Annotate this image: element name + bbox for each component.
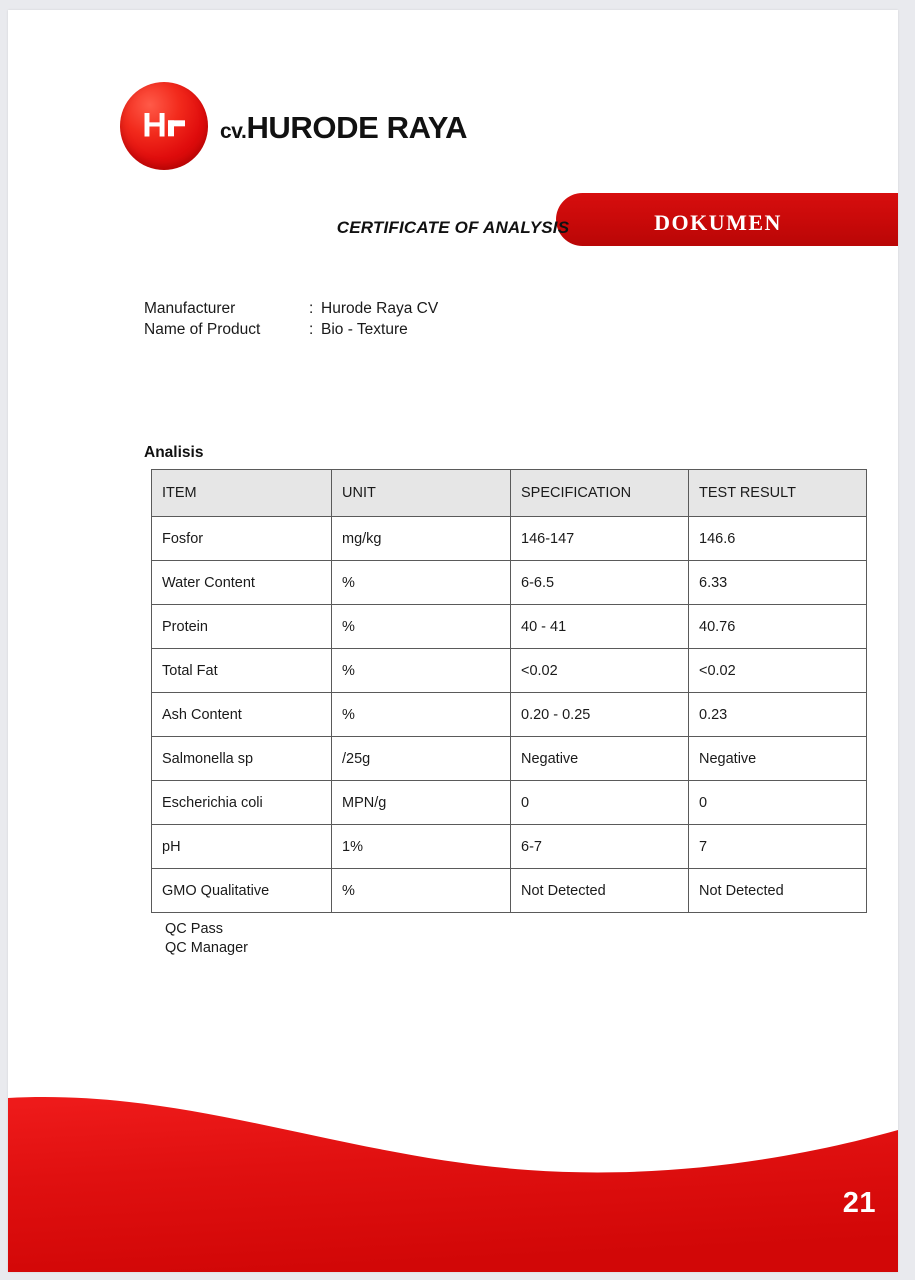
page-number: 21 [842,1187,876,1219]
table-row [152,649,867,693]
table-row [152,561,867,605]
table-row [152,517,867,561]
table-row [152,781,867,825]
cell-specification: 0 [511,781,689,825]
cell-unit: % [332,649,511,693]
meta-row-product-name [144,319,438,340]
meta-label-product-name: Name of Product [144,321,261,338]
page-title: CERTIFICATE OF ANALYSIS [336,218,570,237]
table-header-row [152,470,867,517]
column-header-specification: SPECIFICATION [511,470,689,517]
column-header-unit: UNIT [332,470,511,517]
cell-test-result: 0.23 [689,693,867,737]
cell-unit: 1% [332,825,511,869]
cell-item: Ash Content [152,693,332,737]
cell-unit: % [332,869,511,913]
brand-name [220,110,467,146]
table-row [152,825,867,869]
cell-item: pH [152,825,332,869]
meta-value-product-name: Bio - Texture [321,321,408,338]
cell-unit: mg/kg [332,517,511,561]
document-page [8,10,898,1272]
cell-test-result: 146.6 [689,517,867,561]
cell-item: Fosfor [152,517,332,561]
cell-item: Water Content [152,561,332,605]
footer-wave-graphic [8,1072,898,1272]
brand-title: HURODE RAYA [246,110,468,145]
table-row [152,737,867,781]
cell-specification: Not Detected [511,869,689,913]
analysis-heading: Analisis [144,444,204,461]
qc-signoff [165,920,248,958]
cell-specification: Negative [511,737,689,781]
cell-unit: % [332,605,511,649]
cell-test-result: 0 [689,781,867,825]
cell-test-result: 40.76 [689,605,867,649]
column-header-test-result: TEST RESULT [689,470,867,517]
table-row [152,693,867,737]
table-row [152,869,867,913]
cell-specification: 40 - 41 [511,605,689,649]
dokumen-banner-label: dokumen [654,200,782,237]
qc-manager-line: QC Manager [165,940,249,956]
cell-item: GMO Qualitative [152,869,332,913]
cell-unit: % [332,561,511,605]
brand-prefix: cv. [220,120,247,143]
column-header-item: ITEM [152,470,332,517]
meta-separator: : [309,321,314,338]
cell-test-result: Not Detected [689,869,867,913]
cell-specification: 146-147 [511,517,689,561]
cell-specification: 0.20 - 0.25 [511,693,689,737]
meta-row-manufacturer [144,298,438,319]
meta-label-manufacturer: Manufacturer [144,300,236,317]
cell-item: Salmonella sp [152,737,332,781]
cell-test-result: 7 [689,825,867,869]
cell-item: Total Fat [152,649,332,693]
cell-unit: /25g [332,737,511,781]
table-row [152,605,867,649]
cell-test-result: Negative [689,737,867,781]
cell-specification: 6-7 [511,825,689,869]
hurode-raya-logo-icon [120,82,208,170]
meta-value-manufacturer: Hurode Raya CV [321,300,439,317]
cell-unit: % [332,693,511,737]
meta-separator: : [309,300,314,317]
logo-monogram: H [120,108,208,142]
qc-pass-line: QC Pass [165,921,224,937]
cell-test-result: 6.33 [689,561,867,605]
analysis-table [151,469,867,913]
cell-unit: MPN/g [332,781,511,825]
cell-item: Escherichia coli [152,781,332,825]
cell-specification: 6-6.5 [511,561,689,605]
cell-specification: <0.02 [511,649,689,693]
cell-item: Protein [152,605,332,649]
cell-test-result: <0.02 [689,649,867,693]
product-meta [144,298,438,340]
logo-letter-r-glyph [168,112,186,136]
